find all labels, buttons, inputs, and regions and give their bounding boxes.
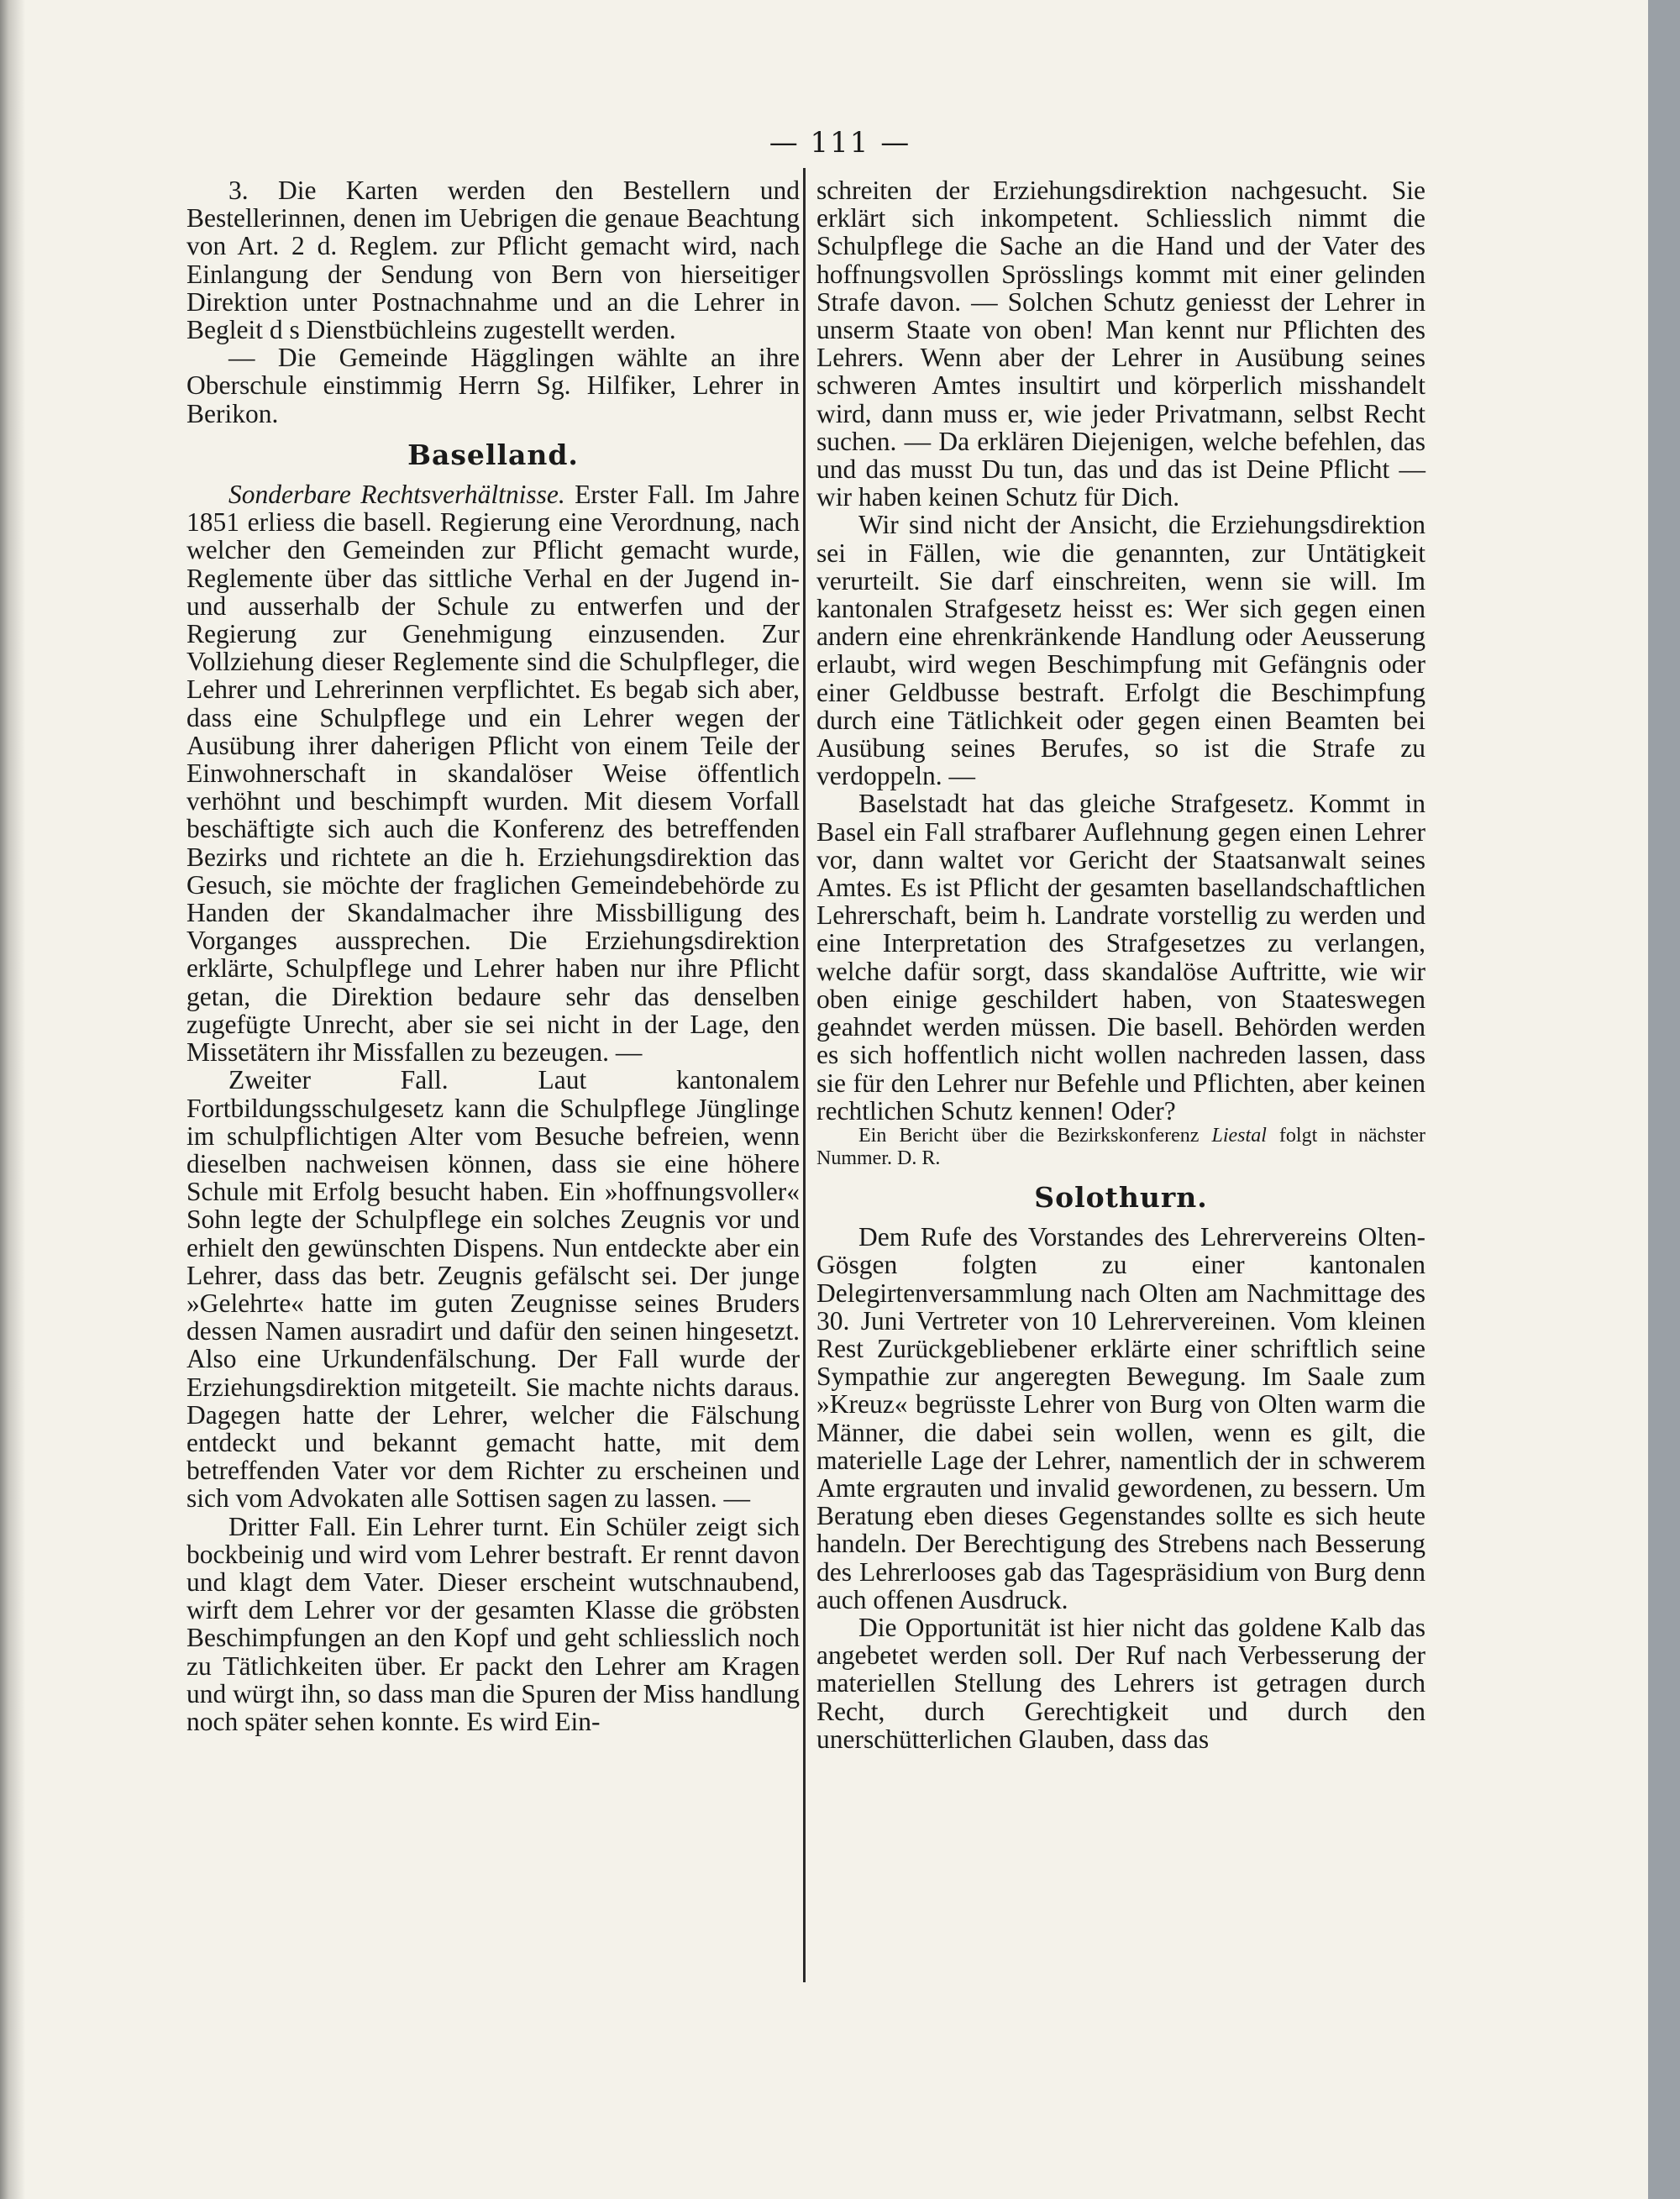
binding-shadow [0, 0, 25, 2199]
paragraph: Die Opportunität ist hier nicht das goldene Kalb das angebetet werden soll. Der Ruf nach Verbesserung der materiellen Stellung des Lehrers ist getragen durch Recht, durch Gerechtigkeit und durch den unerschütterlichen Glauben, dass das [816, 1612, 1425, 1754]
section-heading: Baselland. [407, 438, 579, 471]
paragraph: Baselstadt hat das gleiche Strafgesetz. Kommt in Basel ein Fall strafbarer Auflehnung gegen einen Lehrer vor, dann waltet vor Gericht der Staatsanwalt seines Amtes. Es ist Pflicht der gesamten basellandschaftlichen Lehrerschaft, beim h. Landrate vorstellig zu werden und eine Interpretation des Strafgesetzes zu verlangen, welche dafür sorgt, dass skandalöse Auftritte, wie wir oben einige geschildert haben, von Staateswegen geahndet werden müssen. Die basell. Behörden werden es sich hoffentlich nicht wollen nachreden lassen, dass sie für den Lehrer nur Befehle und Pflichten, aber keinen rechtlichen Schutz kennen! Oder? [816, 789, 1425, 1126]
editorial-note [816, 1125, 1425, 1170]
paragraph [186, 480, 800, 1066]
paragraph: Dritter Fall. Ein Lehrer turnt. Ein Schüler zeigt sich bockbeinig und wird vom Lehrer bestraft. Er rennt davon und klagt dem Vater. Dieser erscheint wutschnaubend, wirft dem Lehrer vor der gesamten Klasse die gröbsten Beschimpfungen an den Kopf und geht schliesslich noch zu Tätlichkeiten über. Er packt den Lehrer am Kragen und würgt ihn, so dass man die Spuren der Miss handlung noch später sehen konnte. Es wird Ein- [186, 1511, 800, 1736]
scan-edge [1648, 0, 1680, 2199]
right-column [816, 176, 1425, 1753]
section-heading: Solothurn. [1034, 1180, 1208, 1214]
paragraph: — Die Gemeinde Hägglingen wählte an ihre Oberschule einstimmig Herrn Sg. Hilfiker, Lehrer in Berikon. [186, 343, 800, 428]
note-text: folgt in nächster Nummer. D. R. [816, 1124, 1426, 1169]
paragraph: schreiten der Erziehungsdirektion nachgesucht. Sie erklärt sich inkompetent. Schliesslich nimmt die Schulpflege die Sache an die Hand und der Vater des hoffnungsvollen Sprösslings kommt mit einer gelinden Strafe davon. — Solchen Schutz geniesst der Lehrer in unserm Staate von oben! Man kennt nur Pflichten des Lehrers. Wenn aber der Lehrer in Ausübung seines schweren Amtes insultirt und körperlich misshandelt wird, dann muss er, wie jeder Privatmann, selbst Recht suchen. — Da erklären Diejenigen, welche befehlen, das und das musst Du tun, das und das ist Deine Pflicht — wir haben keinen Schutz für Dich. [816, 176, 1425, 512]
paragraph: Zweiter Fall. Laut kantonalem Fortbildungsschulgesetz kann die Schulpflege Jünglinge im schulpflichtigen Alter vom Besuche befreien, wenn dieselben nachweisen können, dass sie eine höhere Schule mit Erfolg besucht haben. Ein »hoffnungsvoller« Sohn legte der Schulpflege ein solches Zeugnis vor und erhielt den gewünschten Dispens. Nun entdeckte aber ein Lehrer, dass das betr. Zeugnis gefälscht sei. Der junge »Gelehrte« hatte im guten Zeugnisse seines Bruders dessen Namen ausradirt und dafür den seinen hingesetzt. Also eine Urkundenfälschung. Der Fall wurde der Erziehungsdirektion mitgeteilt. Sie machte nichts daraus. Dagegen hatte der Lehrer, welcher die Fälschung entdeckt und bekannt gemacht hatte, mit dem betreffenden Vater vor dem Richter zu erscheinen und sich vom Advokaten alle Sottisen sagen zu lassen. — [186, 1065, 800, 1514]
column-divider [803, 168, 806, 1982]
paragraph: 3. Die Karten werden den Bestellern und Bestellerinnen, denen im Uebrigen die genaue Beachtung von Art. 2 d. Reglem. zur Pflicht gemacht wird, nach Einlangung der Sendung von Bern von hierseitiger Direktion unter Postnachnahme und an die Lehrer in Begleit d s Dienstbüchleins zugestellt werden. [186, 176, 800, 345]
page-number: — 111 — [769, 126, 911, 160]
left-column [186, 176, 800, 1735]
paragraph: Wir sind nicht der Ansicht, die Erziehungsdirektion sei in Fällen, wie die genannten, zur Untätigkeit verurteilt. Sie darf einschreiten, wenn sie will. Im kantonalen Strafgesetz heisst es: Wer sich gegen einen andern eine ehrenkränkende Handlung oder Aeusserung erlaubt, wird wegen Beschimpfung mit Gefängnis oder einer Geldbusse bestraft. Erfolgt die Beschimpfung durch eine Tätlichkeit oder gegen einen Beamten bei Ausübung seines Berufes, so ist die Strafe zu verdoppeln. — [816, 510, 1425, 791]
note-italic: Liestal [1211, 1124, 1267, 1147]
paragraph: Dem Rufe des Vorstandes des Lehrervereins Olten-Gösgen folgten zu einer kantonalen Delegirtenversammlung nach Olten am Nachmittage des 30. Juni Vertreter von 10 Lehrervereinen. Vom kleinen Rest Zurückgebliebener erklärte einer schriftlich seine Sympathie zur angeregten Bewegung. Im Saale zum »Kreuz« begrüsste Lehrer von Burg von Olten warm die Männer, die dabei sein wollen, wenn es gilt, die materielle Lage der Lehrer, namentlich der in schwerem Amte ergrauten und invalid gewordenen, zu bessern. Um Beratung eben dieses Gegenstandes sollte es sich heute handeln. Der Berechtigung des Strebens nach Besserung des Lehrerlooses gab das Tagespräsidium von Burg denn auch offenen Ausdruck. [816, 1222, 1425, 1614]
paragraph-text: Erster Fall. Im Jahre 1851 erliess die basell. Regierung eine Verordnung, nach welcher den Gemeinden zur Pflicht gemacht wurde, Reglemente über das sittliche Verhal en der Jugend in- und ausserhalb der Schule zu entwerfen und der Regierung zur Genehmigung einzusenden. Zur Vollziehung dieser Reglemente sind die Schulpfleger, die Lehrer und Lehrerinnen verpflichtet. Es begab sich aber, dass eine Schulpflege und ein Lehrer wegen der Ausübung ihrer daherigen Pflicht von einem Teile der Einwohnerschaft in skandalöser Weise öffentlich verhöhnt und beschimpft wurden. Mit diesem Vorfall beschäftigte sich auch die Konferenz des betreffenden Bezirks und richtete an die h. Erziehungsdirektion das Gesuch, sie möchte der fraglichen Gemeindebehörde zu Handen der Skandalmacher ihre Missbilligung des Vorganges aussprechen. Die Erziehungsdirektion erklärte, Schulpflege und Lehrer haben nur ihre Pflicht getan, die Direktion bedaure sehr das denselben zugefügte Unrecht, aber sie sei nicht in der Lage, den Missetätern ihr Missfallen zu bezeugen. — [186, 480, 800, 1068]
italic-title: Sonderbare Rechtsverhältnisse. [228, 480, 565, 510]
note-text: Ein Bericht über die Bezirkskonferenz [858, 1124, 1212, 1147]
